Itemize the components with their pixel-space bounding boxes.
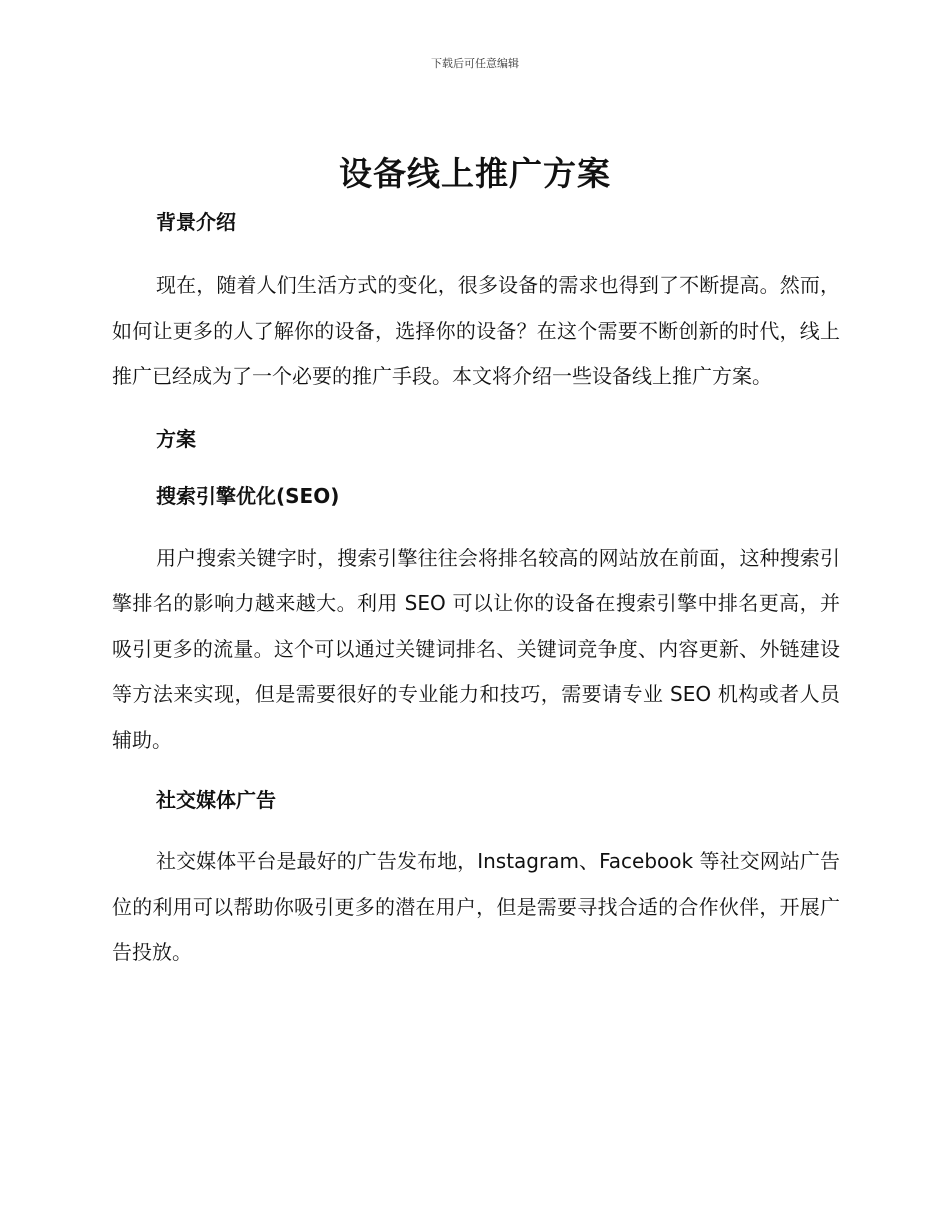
section-paragraph-seo: 用户搜索关键字时，搜索引擎往往会将排名较高的网站放在前面，这种搜索引擎排名的影响力越来越大。利用 SEO 可以让你的设备在搜索引擎中排名更高，并吸引更多的流量。这个可以通过关键词排名、关键词竞争度、内容更新、外链建设等方法来实现，但是需要很好的专业能力和技巧，需要请专业 SEO 机构或者人员辅助。	[112, 545, 840, 752]
document-title: 设备线上推广方案	[339, 154, 611, 193]
section-paragraph-social: 社交媒体平台是最好的广告发布地，Instagram、Facebook 等社交网站广告位的利用可以帮助你吸引更多的潜在用户，但是需要寻找合适的合作伙伴，开展广告投放。	[112, 849, 840, 964]
section-heading-plan: 方案	[156, 426, 196, 451]
document-body	[112, 205, 840, 976]
section-heading-background: 背景介绍	[156, 210, 236, 234]
section-paragraph-background: 现在，随着人们生活方式的变化，很多设备的需求也得到了不断提高。然而，如何让更多的人了解你的设备，选择你的设备？在这个需要不断创新的时代，线上推广已经成为了一个必要的推广手段。本文将介绍一些设备线上推广方案。	[112, 273, 840, 388]
header-note: 下载后可任意编辑	[431, 57, 519, 70]
section-heading-seo: 搜索引擎优化(SEO)	[156, 483, 340, 508]
section-heading-social: 社交媒体广告	[156, 788, 276, 812]
